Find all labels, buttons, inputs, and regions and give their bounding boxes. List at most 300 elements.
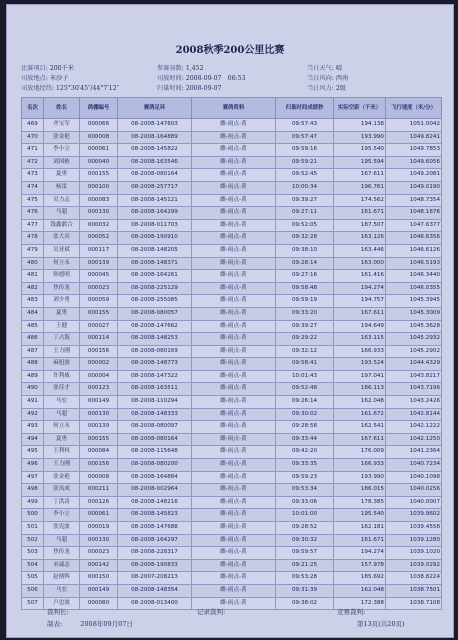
made-by (47, 619, 133, 628)
cell-ring: 08-2008-147603 (118, 119, 192, 132)
cell-speed: 1040.7234 (386, 459, 442, 472)
results-sheet (6, 4, 454, 638)
cell-distance: 178.385 (334, 496, 386, 509)
cell-name: 马宏 (44, 396, 80, 409)
cell-distance: 174.562 (334, 194, 386, 207)
table-row (22, 232, 442, 245)
cell-arrival-time: 09:28:14 (276, 257, 334, 270)
cell-ring: 08-2008-164299 (118, 207, 192, 220)
cell-loft-id: 000126 (80, 496, 118, 509)
fly-time-info (157, 73, 246, 82)
cell-ring: 08-2008-148333 (118, 408, 192, 421)
cell-rank: 505 (22, 572, 44, 585)
table-row (22, 345, 442, 358)
cell-arrival-time: 09:52:48 (276, 383, 334, 396)
cell-name: 王力刚 (44, 459, 80, 472)
cell-name: 吴力志 (44, 194, 80, 207)
cell-loft-id: 000123 (80, 383, 118, 396)
cell-rank: 484 (22, 307, 44, 320)
cell-arrival-time: 10:01:43 (276, 370, 334, 383)
cell-distance: 166.933 (334, 459, 386, 472)
cell-distance: 197.041 (334, 370, 386, 383)
table-row (22, 181, 442, 194)
cell-rank: 486 (22, 333, 44, 346)
cell-arrival-time: 09:39:27 (276, 320, 334, 333)
table-row (22, 131, 442, 144)
cell-arrival-time: 09:39:27 (276, 194, 334, 207)
cell-ring: 08-2008-190910 (118, 232, 192, 245)
cell-speed: 1042.1222 (386, 421, 442, 434)
cell-loft-id: 000052 (80, 232, 118, 245)
cell-distance: 186.015 (334, 484, 386, 497)
entries-value: 1,452 (185, 65, 204, 72)
cell-rank: 473 (22, 169, 44, 182)
cell-loft-id: 000061 (80, 144, 118, 157)
cell-pigeon-info: 雌-雨点-黄 (192, 459, 276, 472)
cell-distance: 196.761 (334, 181, 386, 194)
cell-arrival-time: 09:58:41 (276, 358, 334, 371)
cell-name: 马超 (44, 207, 80, 220)
cell-speed: 1047.6377 (386, 219, 442, 232)
cell-arrival-time: 09:30:32 (276, 534, 334, 547)
cell-loft-id: 000155 (80, 169, 118, 182)
table-row (22, 144, 442, 157)
cell-pigeon-info: 雌-雨点-黄 (192, 484, 276, 497)
cell-rank: 480 (22, 257, 44, 270)
cell-name: 卢忠波 (44, 597, 80, 610)
weather-info (307, 63, 342, 72)
cell-loft-id: 000027 (80, 320, 118, 333)
cell-ring: 08-2008-164889 (118, 131, 192, 144)
cell-rank: 503 (22, 547, 44, 560)
cell-name: 何立永 (44, 421, 80, 434)
windforce-value: 2级 (335, 85, 346, 92)
cell-loft-id: 000142 (80, 559, 118, 572)
cell-pigeon-info: 雌-雨点-黄 (192, 257, 276, 270)
cell-rank: 504 (22, 559, 44, 572)
cell-name: 李小立 (44, 144, 80, 157)
cell-arrival-time: 09:58:48 (276, 282, 334, 295)
cell-loft-id: 000130 (80, 207, 118, 220)
cell-arrival-time: 09:59:57 (276, 547, 334, 560)
table-row (22, 383, 442, 396)
cell-pigeon-info: 雌-雨点-黄 (192, 194, 276, 207)
table-row (22, 547, 442, 560)
cell-loft-id: 000066 (80, 119, 118, 132)
cell-speed: 1038.8224 (386, 572, 442, 585)
table-row (22, 484, 442, 497)
table-row (22, 471, 442, 484)
cell-speed: 1041.2364 (386, 446, 442, 459)
cell-loft-id: 000100 (80, 181, 118, 194)
cell-speed: 1039.4558 (386, 522, 442, 535)
cell-pigeon-info: 雌-雨点-黄 (192, 169, 276, 182)
cell-distance: 162.181 (334, 522, 386, 535)
cell-speed: 1040.0007 (386, 496, 442, 509)
cell-rank: 498 (22, 484, 44, 497)
cell-name: 张佳才 (44, 383, 80, 396)
cell-rank: 499 (22, 496, 44, 509)
cell-pigeon-info: 雌-雨点-黄 (192, 207, 276, 220)
cell-name: 王力刚 (44, 345, 80, 358)
wind-info (307, 73, 348, 82)
cell-speed: 1049.2081 (386, 169, 442, 182)
cell-rank: 489 (22, 370, 44, 383)
cell-pigeon-info: 雌-雨点-黄 (192, 131, 276, 144)
cell-name: 张金艳 (44, 131, 80, 144)
cell-loft-id: 000084 (80, 446, 118, 459)
cell-rank: 507 (22, 597, 44, 610)
cell-loft-id: 000155 (80, 433, 118, 446)
table-row (22, 358, 442, 371)
cell-rank: 493 (22, 421, 44, 434)
cell-ring: 08-2008-080164 (118, 169, 192, 182)
cell-pigeon-info: 雌-雨点-黄 (192, 370, 276, 383)
cell-rank: 470 (22, 131, 44, 144)
cell-distance: 194.649 (334, 320, 386, 333)
table-row (22, 584, 442, 597)
cell-rank: 497 (22, 471, 44, 484)
cell-arrival-time: 09:29:22 (276, 333, 334, 346)
fly-time-label: 司放时间: (157, 75, 184, 82)
cell-loft-id: 000004 (80, 370, 118, 383)
fly-place-label: 司放地点: (21, 75, 48, 82)
cell-rank: 476 (22, 207, 44, 220)
cell-arrival-time: 09:38:10 (276, 244, 334, 257)
cell-ring: 08-2008-164297 (118, 534, 192, 547)
cell-ring: 08-2008-147322 (118, 370, 192, 383)
cell-loft-id: 000059 (80, 295, 118, 308)
cell-pigeon-info: 雌-雨点-黄 (192, 496, 276, 509)
cell-name: 马宏 (44, 584, 80, 597)
cell-ring: 08-2008-145823 (118, 509, 192, 522)
cell-rank: 481 (22, 270, 44, 283)
cell-ring: 08-2008-190833 (118, 559, 192, 572)
cell-distance: 194.138 (334, 119, 386, 132)
cell-ring: 08-2008-148773 (118, 358, 192, 371)
col-header-pigeon-info: 赛鸽资料 (192, 98, 276, 119)
cell-pigeon-info: 雌-雨点-黄 (192, 584, 276, 597)
cell-rank: 492 (22, 408, 44, 421)
cell-loft-id: 000083 (80, 194, 118, 207)
cell-speed: 1043.8217 (386, 370, 442, 383)
cell-arrival-time: 09:33:35 (276, 459, 334, 472)
cell-loft-id: 000008 (80, 131, 118, 144)
cell-pigeon-info: 雌-雨点-黄 (192, 181, 276, 194)
cell-name: 宋诚志 (44, 559, 80, 572)
cell-name: 何立永 (44, 257, 80, 270)
cell-arrival-time: 09:33:20 (276, 307, 334, 320)
cell-name: 焦传龙 (44, 282, 80, 295)
cell-speed: 1049.7853 (386, 144, 442, 157)
cell-distance: 194.274 (334, 547, 386, 560)
cell-loft-id: 000130 (80, 534, 118, 547)
table-row (22, 433, 442, 446)
table-row (22, 119, 442, 132)
cell-ring: 08-2008-147688 (118, 522, 192, 535)
cell-arrival-time: 09:59:21 (276, 156, 334, 169)
cell-pigeon-info: 雌-雨点-黄 (192, 320, 276, 333)
cell-arrival-time: 09:38:02 (276, 597, 334, 610)
cell-pigeon-info: 雌-雨点-黄 (192, 232, 276, 245)
fly-place-value: 米沙子 (49, 75, 69, 82)
weather-value: 晴 (335, 65, 342, 72)
table-row (22, 194, 442, 207)
cell-ring: 08-2008-115648 (118, 446, 192, 459)
cell-distance: 157.978 (334, 559, 386, 572)
cell-loft-id: 000150 (80, 572, 118, 585)
table-row (22, 219, 442, 232)
return-time-label: 归巢时间: (157, 85, 184, 92)
col-header-loft-id: 鸽棚编号 (80, 98, 118, 119)
cell-pigeon-info: 雌-雨点-黄 (192, 219, 276, 232)
cell-rank: 502 (22, 534, 44, 547)
cell-distance: 193.990 (334, 131, 386, 144)
cell-loft-id: 000040 (80, 156, 118, 169)
cell-distance: 167.611 (334, 169, 386, 182)
cell-speed: 1039.9602 (386, 509, 442, 522)
cell-distance: 187.507 (334, 219, 386, 232)
project-value: 200千米 (49, 65, 74, 72)
cell-distance: 194.274 (334, 282, 386, 295)
cell-distance: 195.540 (334, 509, 386, 522)
cell-loft-id: 000032 (80, 219, 118, 232)
cell-rank: 506 (22, 584, 44, 597)
committee-signature-label: 竞赛裁判: (337, 608, 366, 616)
cell-rank: 491 (22, 396, 44, 409)
cell-distance: 185.692 (334, 572, 386, 585)
cell-speed: 1040.0256 (386, 484, 442, 497)
cell-name: 王利权 (44, 446, 80, 459)
cell-distance: 161.671 (334, 207, 386, 220)
cell-pigeon-info: 雌-雨点-黄 (192, 144, 276, 157)
cell-ring: 08-2008-225129 (118, 282, 192, 295)
cell-speed: 1048.7354 (386, 194, 442, 207)
cell-ring: 08-2008-147662 (118, 320, 192, 333)
made-label: 制表: (47, 620, 63, 628)
cell-distance: 162.048 (334, 584, 386, 597)
cell-speed: 1042.8144 (386, 408, 442, 421)
cell-name: 马超 (44, 534, 80, 547)
cell-ring: 08-2008-002964 (118, 484, 192, 497)
cell-distance: 186.113 (334, 383, 386, 396)
recorder-signature-label: 记录裁判: (197, 608, 226, 616)
cell-distance: 195.540 (334, 144, 386, 157)
cell-distance: 193.524 (334, 358, 386, 371)
cell-speed: 1040.1098 (386, 471, 442, 484)
cell-arrival-time: 09:26:14 (276, 396, 334, 409)
cell-ring: 08-2008-145121 (118, 194, 192, 207)
cell-name: 李小立 (44, 509, 80, 522)
table-row (22, 282, 442, 295)
table-row (22, 559, 442, 572)
cell-speed: 1042.1250 (386, 433, 442, 446)
cell-ring: 08-2008-011703 (118, 219, 192, 232)
cell-pigeon-info: 雌-雨点-黄 (192, 572, 276, 585)
cell-pigeon-info: 雌-雨点-黄 (192, 396, 276, 409)
cell-pigeon-info: 雌-雨点-黄 (192, 597, 276, 610)
cell-rank: 487 (22, 345, 44, 358)
cell-speed: 1045.3009 (386, 307, 442, 320)
cell-pigeon-info: 雌-雨点-黄 (192, 471, 276, 484)
cell-pigeon-info: 雌-雨点-黄 (192, 282, 276, 295)
cell-rank: 500 (22, 509, 44, 522)
col-header-name: 姓名 (44, 98, 80, 119)
cell-loft-id: 000008 (80, 471, 118, 484)
table-row (22, 496, 442, 509)
cell-arrival-time: 09:57:43 (276, 119, 334, 132)
cell-loft-id: 000155 (80, 307, 118, 320)
table-row (22, 597, 442, 610)
cell-speed: 1049.6056 (386, 156, 442, 169)
table-row (22, 320, 442, 333)
cell-ring: 08-2008-164884 (118, 471, 192, 484)
cell-arrival-time: 09:21:25 (276, 559, 334, 572)
cell-name: 焦传龙 (44, 547, 80, 560)
table-row (22, 156, 442, 169)
table-row (22, 421, 442, 434)
cell-pigeon-info: 雌-雨点-黄 (192, 547, 276, 560)
cell-speed: 1039.1020 (386, 547, 442, 560)
cell-arrival-time: 09:53:28 (276, 572, 334, 585)
cell-pigeon-info: 雌-雨点-黄 (192, 446, 276, 459)
cell-speed: 1049.8241 (386, 131, 442, 144)
cell-pigeon-info: 雌-雨点-黄 (192, 156, 276, 169)
col-header-arrival-time: 归巢时间成绩秒 (276, 98, 334, 119)
fly-time-value: 2008-09-07 06:53 (185, 75, 246, 82)
cell-arrival-time: 09:33:06 (276, 496, 334, 509)
cell-name: 赵炳辉 (44, 572, 80, 585)
cell-loft-id: 000002 (80, 358, 118, 371)
cell-distance: 161.671 (334, 534, 386, 547)
cell-rank: 474 (22, 181, 44, 194)
cell-speed: 1038.7501 (386, 584, 442, 597)
cell-name: 韩德明 (44, 270, 80, 283)
coords-info (21, 83, 119, 92)
entries-info (157, 63, 204, 72)
windforce-label: 当日风力: (307, 85, 334, 92)
results-table (21, 97, 442, 610)
cell-pigeon-info: 雌-雨点-黄 (192, 408, 276, 421)
cell-loft-id: 000211 (80, 484, 118, 497)
referee-signature-label: 裁判长: (47, 608, 69, 616)
cell-rank: 495 (22, 446, 44, 459)
col-header-distance: 实际空距（千米） (334, 98, 386, 119)
cell-distance: 161.672 (334, 408, 386, 421)
cell-arrival-time: 09:28:58 (276, 421, 334, 434)
cell-arrival-time: 09:30:02 (276, 408, 334, 421)
cell-pigeon-info: 雌-雨点-黄 (192, 433, 276, 446)
cell-loft-id: 000130 (80, 408, 118, 421)
cell-speed: 1046.5193 (386, 257, 442, 270)
cell-ring: 08-2008-228317 (118, 547, 192, 560)
cell-distance: 163.115 (334, 333, 386, 346)
cell-rank: 490 (22, 383, 44, 396)
cell-loft-id: 000023 (80, 282, 118, 295)
table-row (22, 307, 442, 320)
page-title: 2008秋季200公里比赛 (175, 45, 285, 56)
coords-label: 司放地经纬: (21, 85, 55, 92)
cell-speed: 1045.2932 (386, 333, 442, 346)
cell-speed: 1043.2426 (386, 396, 442, 409)
cell-name: 钱鑫鹞合 (44, 219, 80, 232)
cell-ring: 08-2008-080164 (118, 433, 192, 446)
cell-rank: 478 (22, 232, 44, 245)
cell-name: 许利威 (44, 370, 80, 383)
cell-name: 夏勇 (44, 433, 80, 446)
cell-arrival-time: 09:27:11 (276, 207, 334, 220)
cell-name: 夏勇 (44, 307, 80, 320)
return-time-value: 2008-09-07 (185, 85, 222, 92)
cell-name: 杨雷 (44, 181, 80, 194)
cell-loft-id: 000156 (80, 459, 118, 472)
cell-name: 夏勇 (44, 169, 80, 182)
cell-ring: 08-2008-255085 (118, 295, 192, 308)
cell-arrival-time: 09:27:16 (276, 270, 334, 283)
col-header-rank: 名次 (22, 98, 44, 119)
windforce-info (307, 83, 346, 92)
cell-arrival-time: 09:42:20 (276, 446, 334, 459)
cell-speed: 1051.0042 (386, 119, 442, 132)
cell-speed: 1039.0292 (386, 559, 442, 572)
cell-arrival-time: 09:32:28 (276, 232, 334, 245)
cell-speed: 1045.2902 (386, 345, 442, 358)
cell-pigeon-info: 雌-雨点-黄 (192, 345, 276, 358)
cell-speed: 1046.6356 (386, 232, 442, 245)
cell-name: 丁占海 (44, 333, 80, 346)
cell-rank: 483 (22, 295, 44, 308)
cell-rank: 482 (22, 282, 44, 295)
cell-name: 吴亚斌 (44, 244, 80, 257)
project-info (21, 63, 74, 72)
table-row (22, 169, 442, 182)
cell-arrival-time: 10:00:34 (276, 181, 334, 194)
cell-speed: 1048.1876 (386, 207, 442, 220)
cell-ring: 08-2008-148216 (118, 496, 192, 509)
cell-ring: 08-2008-080200 (118, 459, 192, 472)
cell-pigeon-info: 雌-雨点-黄 (192, 244, 276, 257)
cell-pigeon-info: 雌-雨点-黄 (192, 383, 276, 396)
cell-rank: 494 (22, 433, 44, 446)
cell-distance: 195.594 (334, 156, 386, 169)
cell-speed: 1049.0190 (386, 181, 442, 194)
cell-ring: 08-2008-148253 (118, 333, 192, 346)
table-row (22, 572, 442, 585)
cell-distance: 194.757 (334, 295, 386, 308)
weather-label: 当日天气: (307, 65, 334, 72)
cell-arrival-time: 09:53:34 (276, 484, 334, 497)
cell-loft-id: 000149 (80, 584, 118, 597)
cell-loft-id: 000080 (80, 597, 118, 610)
cell-rank: 496 (22, 459, 44, 472)
cell-ring: 08-2008-080169 (118, 345, 192, 358)
cell-rank: 475 (22, 194, 44, 207)
table-row (22, 370, 442, 383)
entries-label: 参赛羽数: (157, 65, 184, 72)
cell-speed: 1038.7108 (386, 597, 442, 610)
cell-name: 丁洪涛 (44, 496, 80, 509)
cell-rank: 472 (22, 156, 44, 169)
cell-ring: 08-2008-110294 (118, 396, 192, 409)
table-header-row (22, 98, 442, 119)
cell-loft-id: 000117 (80, 244, 118, 257)
cell-pigeon-info: 雌-雨点-黄 (192, 421, 276, 434)
cell-distance: 162.048 (334, 396, 386, 409)
cell-rank: 471 (22, 144, 44, 157)
cell-distance: 163.446 (334, 244, 386, 257)
table-row (22, 459, 442, 472)
cell-rank: 488 (22, 358, 44, 371)
